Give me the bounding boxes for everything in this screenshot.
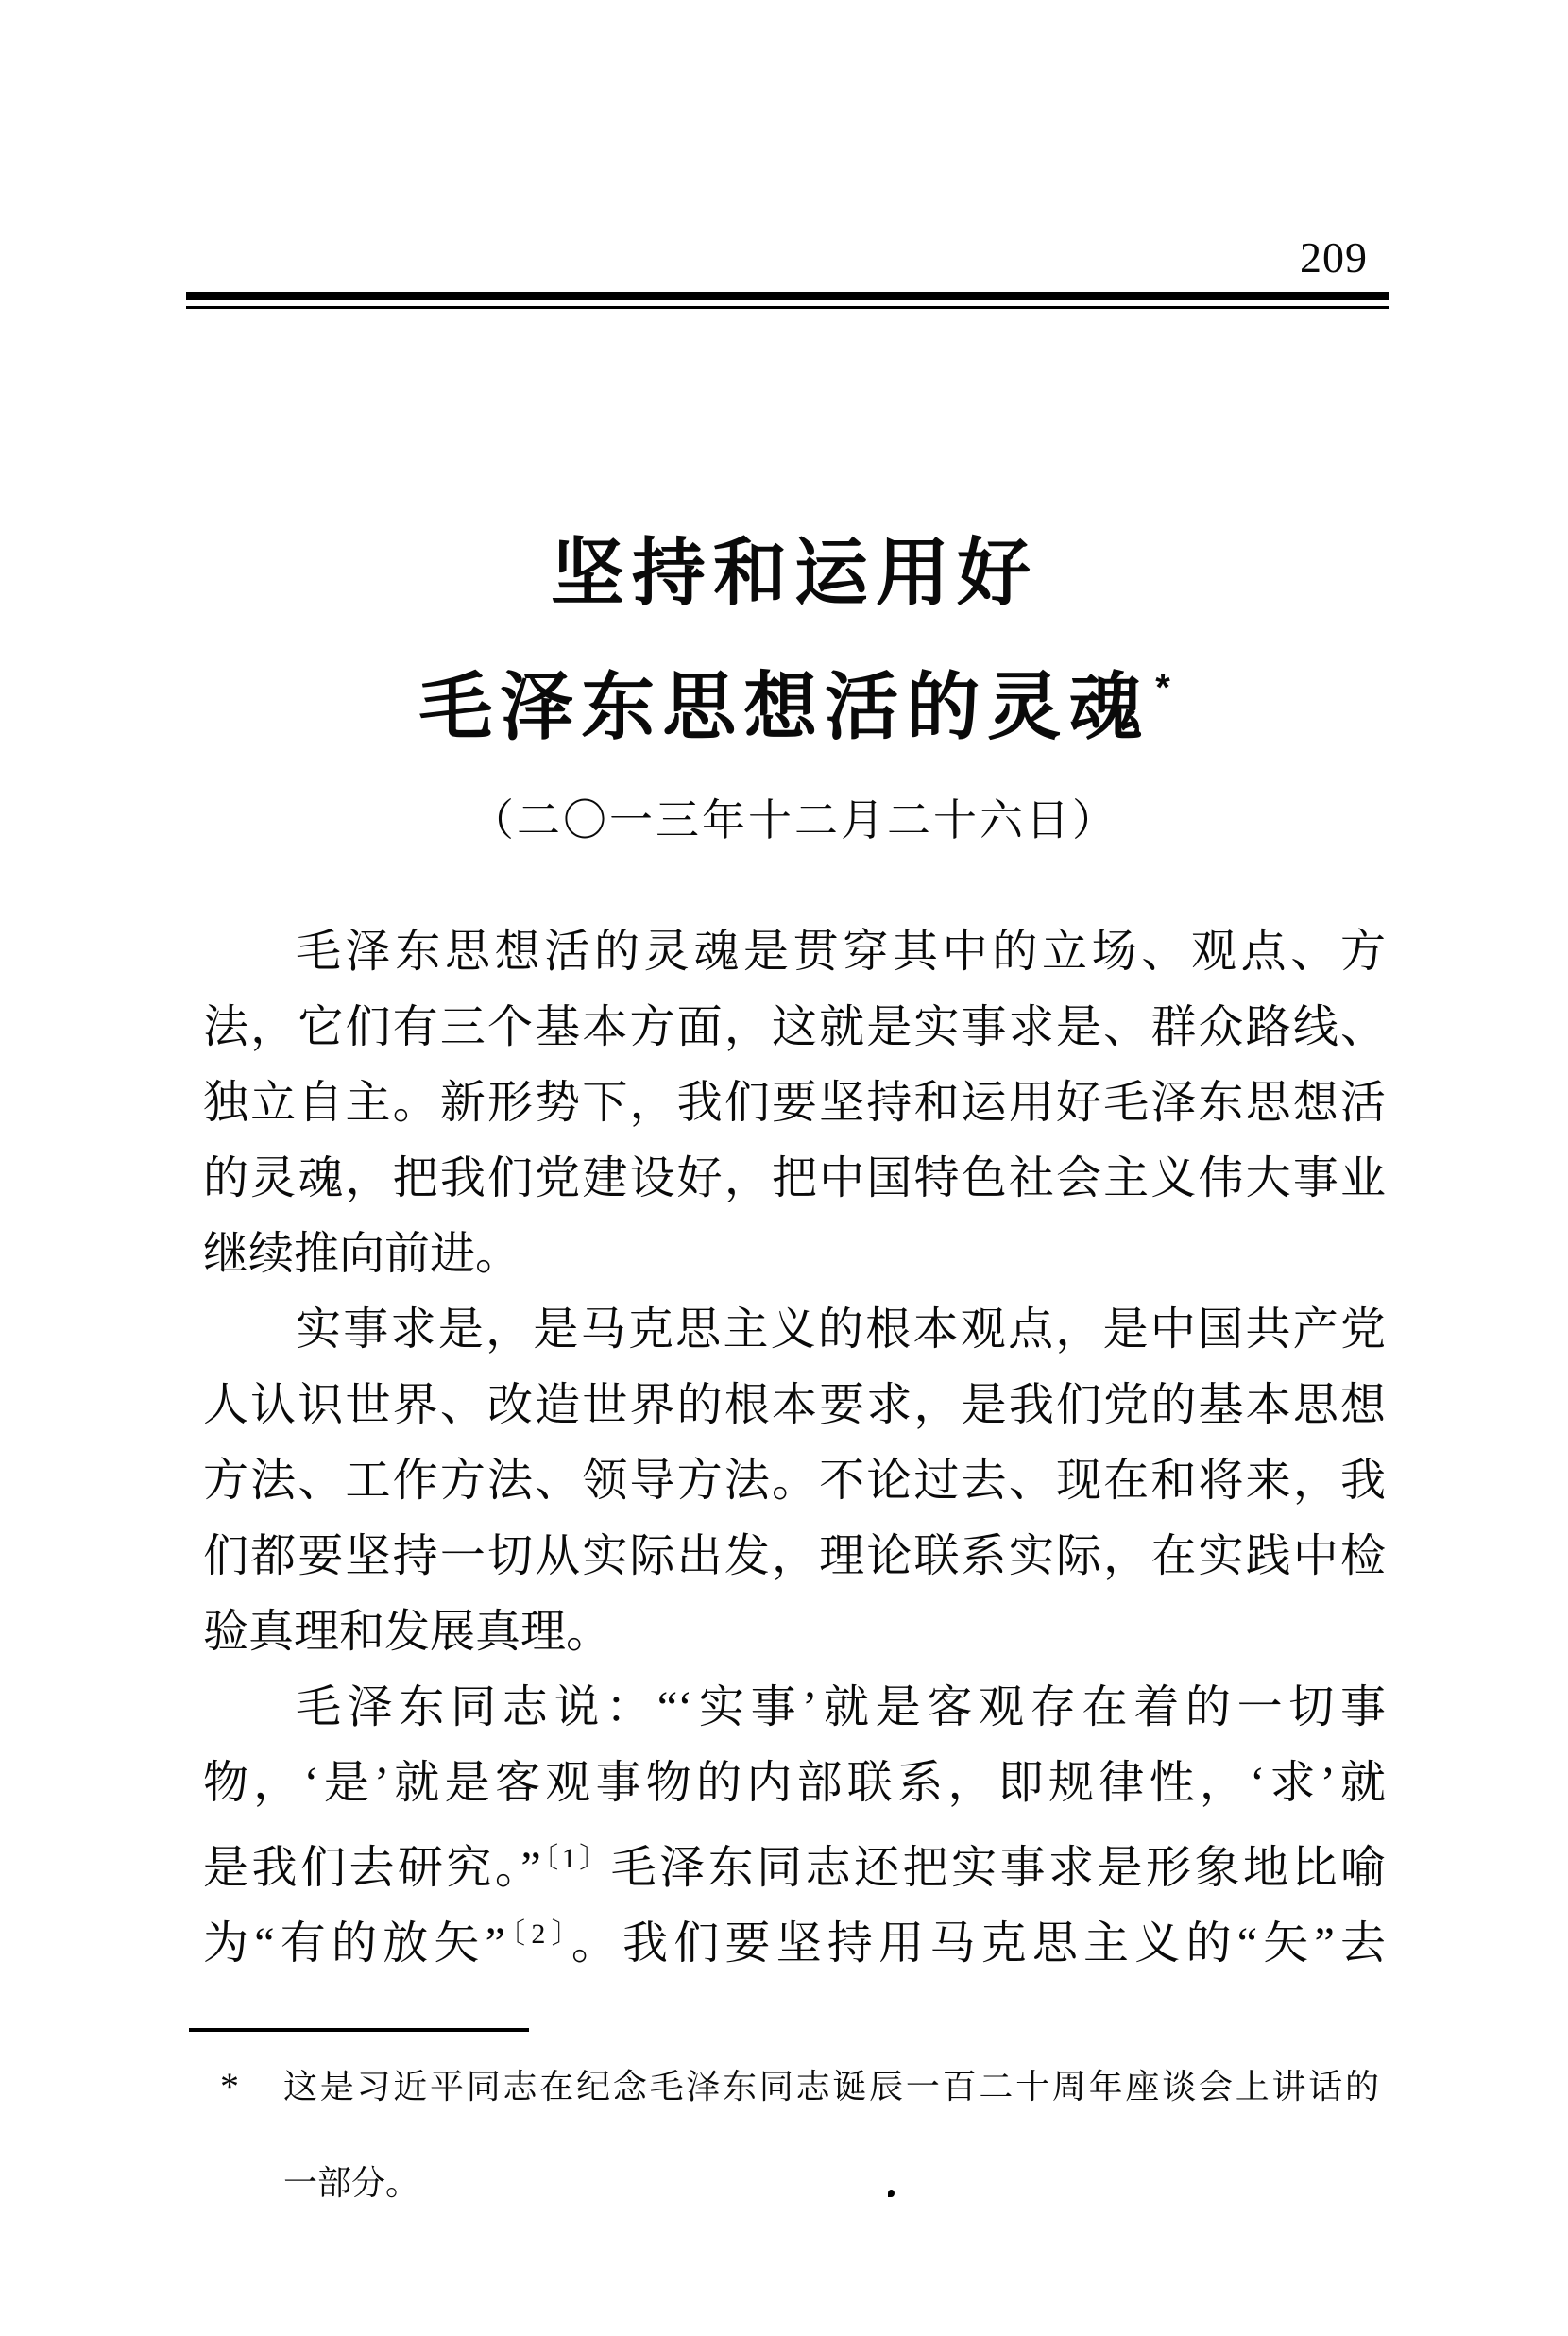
chapter-title: [203, 515, 1386, 764]
chapter-title-line1: 坚持和运用好: [550, 531, 1038, 614]
footnote-marker: *: [220, 2065, 239, 2107]
footnote-rule: [189, 2028, 529, 2032]
page-number: 209: [1300, 233, 1368, 281]
body-text: [203, 914, 1386, 1972]
body-line: 方法、工作方法、领导方法。不论过去、现在和将来，我: [203, 1456, 1386, 1506]
body-line: 法，它们有三个基本方面，这就是实事求是、群众路线、: [203, 1002, 1386, 1052]
speech-date: （二〇一三年十二月二十六日）: [470, 796, 1118, 844]
endnote-ref-2: 〔2〕: [504, 1918, 571, 1950]
body-line: 独立自主。新形势下，我们要坚持和运用好毛泽东思想活: [203, 1078, 1386, 1128]
chapter-title-line2: [203, 630, 1386, 764]
body-line: [203, 1897, 1386, 1972]
body-line: [203, 1821, 1386, 1897]
header-rule-thick: [186, 292, 1389, 300]
body-line: 毛泽东思想活的灵魂是贯穿其中的立场、观点、方: [296, 927, 1386, 977]
body-line: 继续推向前进。: [203, 1229, 521, 1279]
endnote-ref-1: 〔1〕: [540, 1843, 611, 1874]
body-line: 物，‘是’就是客观事物的内部联系，即规律性，‘求’就: [203, 1758, 1386, 1808]
header-rule-thin: [186, 306, 1389, 309]
chapter-title-line2-text: 毛泽东思想活的灵魂: [418, 665, 1150, 748]
body-line: 人认识世界、改造世界的根本要求，是我们党的基本思想: [203, 1380, 1386, 1430]
footnote: [203, 2038, 1379, 2231]
print-mark-dot: [888, 2190, 895, 2197]
body-line: 们都要坚持一切从实际出发，理论联系实际，在实践中检: [203, 1531, 1386, 1581]
footnote-text-continued: 一部分。: [283, 2164, 420, 2202]
body-line: 验真理和发展真理。: [203, 1607, 612, 1657]
footnote-text: 这是习近平同志在纪念毛泽东同志诞辰一百二十周年座谈会上讲话的: [283, 2068, 1379, 2106]
body-text-segment: 为“有的放矢”: [203, 1918, 505, 1969]
footnote-line: [203, 2038, 1379, 2135]
body-line: 毛泽东同志说：“‘实事’就是客观存在着的一切事: [296, 1682, 1386, 1732]
body-text-segment: 是我们去研究。”: [203, 1843, 541, 1893]
title-footnote-marker: *: [1155, 667, 1170, 708]
body-text-segment: 。我们要坚持用马克思主义的“矢”去: [571, 1918, 1386, 1969]
body-line: 的灵魂，把我们党建设好，把中国特色社会主义伟大事业: [203, 1153, 1386, 1203]
body-text-segment: 毛泽东同志还把实事求是形象地比喻: [610, 1843, 1386, 1893]
body-line: 实事求是，是马克思主义的根本观点，是中国共产党: [296, 1304, 1386, 1355]
